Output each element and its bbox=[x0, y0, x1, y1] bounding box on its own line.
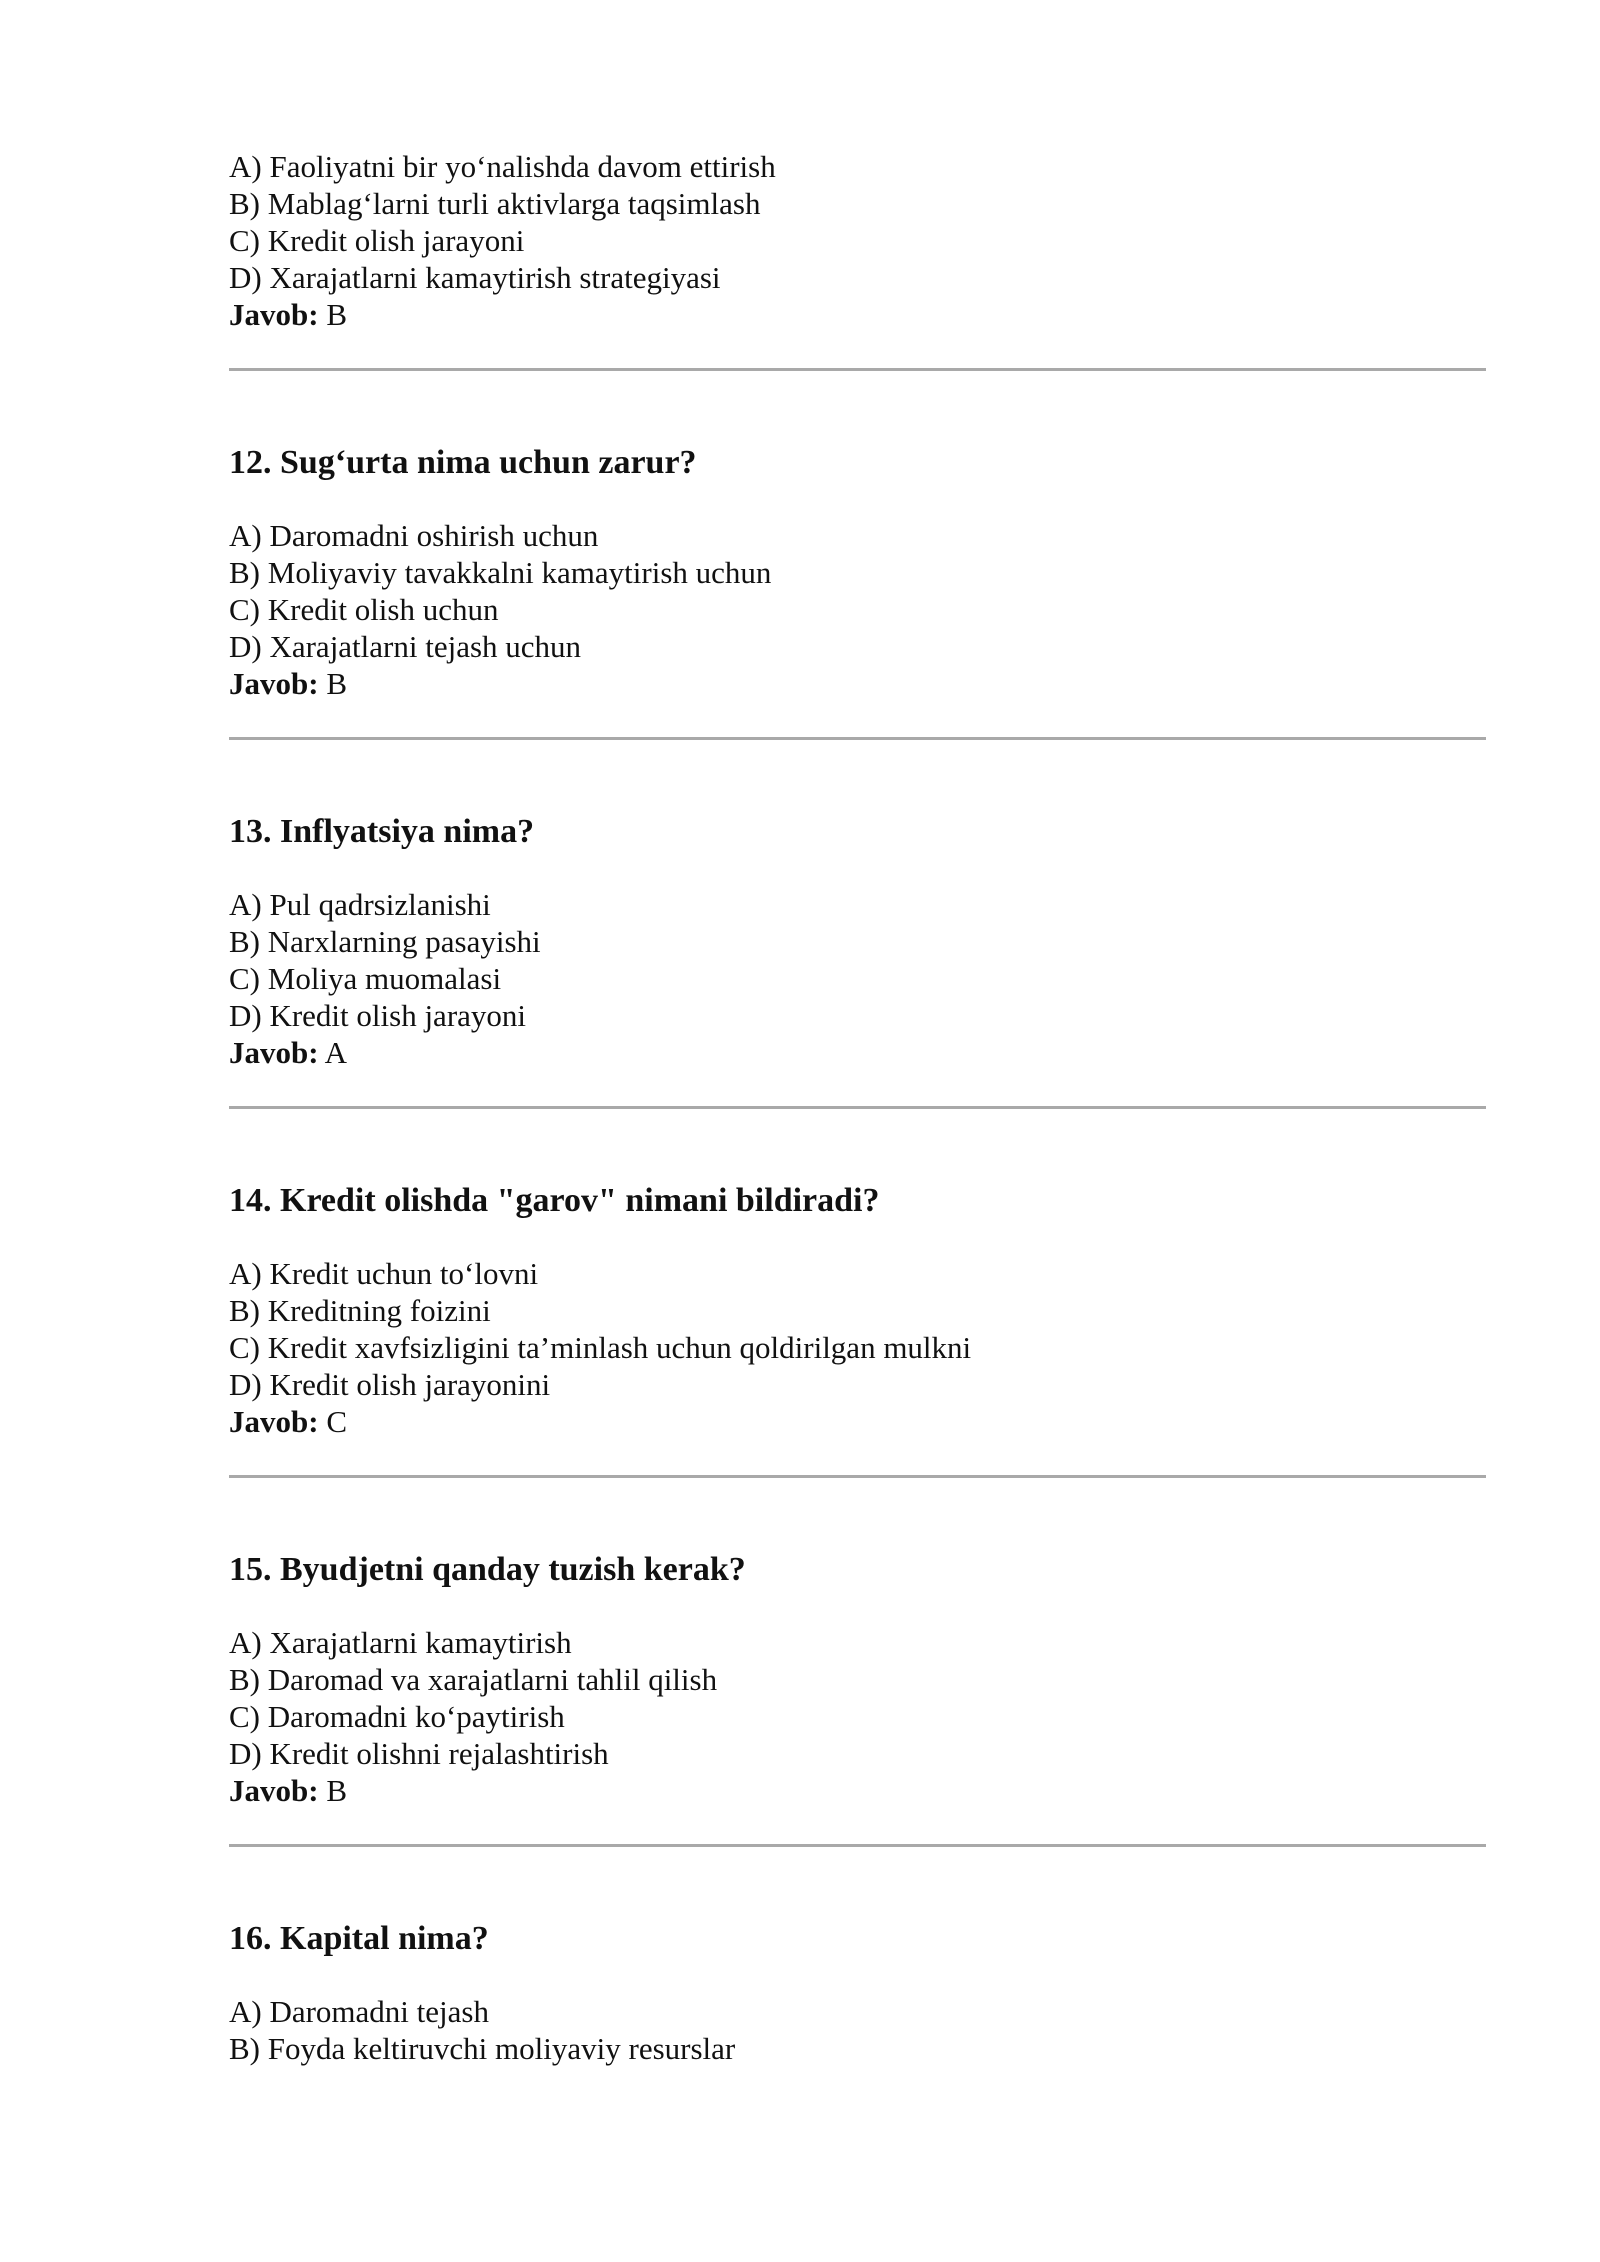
answer-line bbox=[229, 1772, 1486, 1809]
answer-value: B bbox=[326, 666, 348, 701]
option-c: C) Daromadni ko‘paytirish bbox=[229, 1699, 565, 1734]
option-d: D) Kredit olishni rejalashtirish bbox=[229, 1736, 609, 1771]
option-b: B) Mablag‘larni turli aktivlarga taqsimlash bbox=[229, 186, 761, 221]
divider bbox=[229, 1106, 1486, 1109]
question-title: 14. Kredit olishda "garov" nimani bildiradi? bbox=[229, 1182, 880, 1219]
question-title: 15. Byudjetni qanday tuzish kerak? bbox=[229, 1551, 746, 1588]
option-c: C) Kredit olish uchun bbox=[229, 592, 499, 627]
answer-label: Javob: bbox=[229, 297, 319, 332]
divider bbox=[229, 368, 1486, 371]
answer-value: B bbox=[326, 297, 348, 332]
option-a: A) Daromadni tejash bbox=[229, 1994, 489, 2029]
question-block-12 bbox=[229, 443, 1486, 740]
answer-line bbox=[229, 1034, 1486, 1071]
option-d: D) Xarajatlarni tejash uchun bbox=[229, 629, 582, 664]
option-c: C) Kredit xavfsizligini ta’minlash uchun qoldirilgan mulkni bbox=[229, 1330, 972, 1365]
answer-label: Javob: bbox=[229, 1773, 319, 1808]
option-d: D) Kredit olish jarayoni bbox=[229, 998, 527, 1033]
option-a: A) Faoliyatni bir yo‘nalishda davom ettirish bbox=[229, 149, 776, 184]
option-b: B) Foyda keltiruvchi moliyaviy resurslar bbox=[229, 2031, 736, 2066]
answer-line bbox=[229, 665, 1486, 702]
document-page bbox=[229, 148, 1486, 2067]
option-a: A) Pul qadrsizlanishi bbox=[229, 887, 491, 922]
divider bbox=[229, 737, 1486, 740]
option-b: B) Moliyaviy tavakkalni kamaytirish uchun bbox=[229, 555, 772, 590]
question-title: 16. Kapital nima? bbox=[229, 1920, 489, 1957]
question-title: 13. Inflyatsiya nima? bbox=[229, 813, 535, 850]
answer-line bbox=[229, 296, 1486, 333]
divider bbox=[229, 1475, 1486, 1478]
option-a: A) Daromadni oshirish uchun bbox=[229, 518, 599, 553]
option-c: C) Kredit olish jarayoni bbox=[229, 223, 525, 258]
option-a: A) Xarajatlarni kamaytirish bbox=[229, 1625, 572, 1660]
option-d: D) Kredit olish jarayonini bbox=[229, 1367, 551, 1402]
question-block-11 bbox=[229, 148, 1486, 371]
option-b: B) Narxlarning pasayishi bbox=[229, 924, 541, 959]
answer-label: Javob: bbox=[229, 666, 319, 701]
option-c: C) Moliya muomalasi bbox=[229, 961, 502, 996]
question-block-16 bbox=[229, 1919, 1486, 2067]
answer-label: Javob: bbox=[229, 1035, 319, 1070]
question-block-14 bbox=[229, 1181, 1486, 1478]
option-b: B) Daromad va xarajatlarni tahlil qilish bbox=[229, 1662, 718, 1697]
question-block-15 bbox=[229, 1550, 1486, 1847]
answer-value: B bbox=[326, 1773, 348, 1808]
question-block-13 bbox=[229, 812, 1486, 1109]
answer-value: A bbox=[324, 1035, 348, 1070]
answer-label: Javob: bbox=[229, 1404, 319, 1439]
option-d: D) Xarajatlarni kamaytirish strategiyasi bbox=[229, 260, 721, 295]
option-b: B) Kreditning foizini bbox=[229, 1293, 491, 1328]
answer-line bbox=[229, 1403, 1486, 1440]
option-a: A) Kredit uchun to‘lovni bbox=[229, 1256, 539, 1291]
answer-value: C bbox=[326, 1404, 348, 1439]
divider bbox=[229, 1844, 1486, 1847]
question-title: 12. Sug‘urta nima uchun zarur? bbox=[229, 444, 697, 481]
